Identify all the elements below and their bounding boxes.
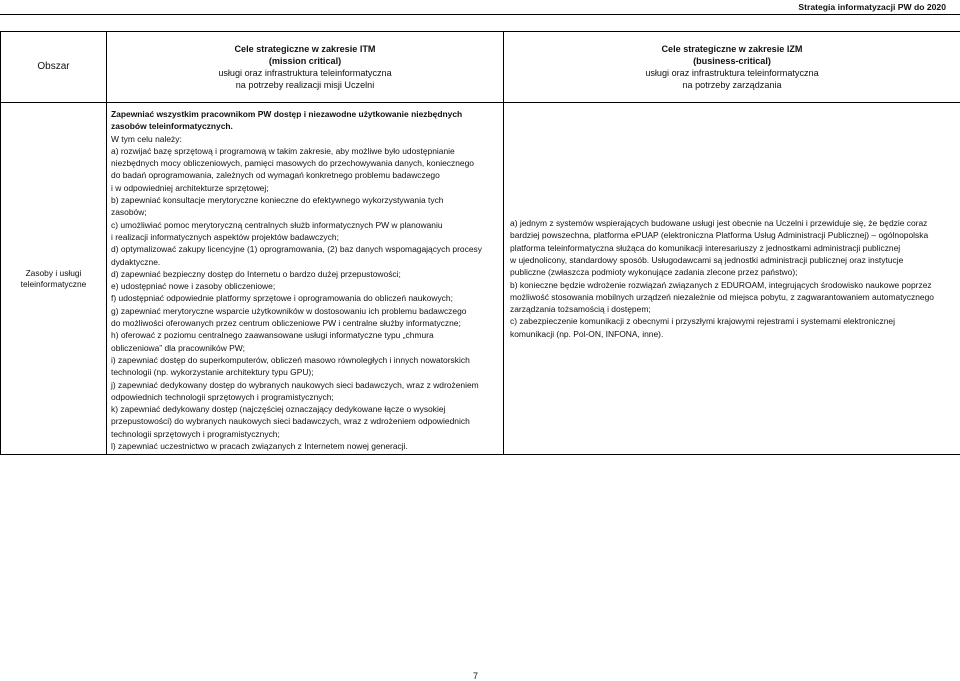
list-item: c) umożliwiać pomoc merytoryczną centralnych służb informatycznych PW w planowaniu: [111, 219, 443, 230]
list-item: bardziej powszechna, platforma ePUAP (elektroniczna Platforma Usług Administracji Publicznej) – ogólnopolska: [510, 230, 929, 241]
list-item: zarządzania tożsamością i dostępem;: [510, 304, 651, 315]
area-cell: [1, 103, 107, 455]
area-label-line-2: teleinformatyczne: [20, 278, 87, 289]
list-item: c) zabezpieczenie komunikacji z obecnymi i przyszłymi krajowymi rejestrami i systemami elektronicznej: [510, 316, 895, 327]
area-column-header: Obszar: [1, 32, 107, 103]
table-header-row: [1, 32, 960, 103]
list-item: j) zapewniać dedykowany dostęp do wybranych naukowych sieci badawczych, wraz z wdrożeniem: [111, 379, 479, 390]
list-item: do badań oprogramowania, zależnych od wymagań konkretnego problemu badawczego: [111, 170, 440, 181]
list-item: możliwość stosowania mobilnych urządzeń niezależnie od miejsca pobytu, z zagwarantowaniem automatycznego: [510, 291, 934, 302]
list-item: przepustowości) do wybranych naukowych sieci badawczych, wraz z wdrożeniem odpowiednich: [111, 416, 470, 427]
list-item: niezbędnych mocy obliczeniowych, pamięci masowych do przechowywania danych, koniecznego: [111, 158, 475, 169]
list-item: d) optymalizować zakupy licencyjne (1) oprogramowania, (2) baz danych wspomagających procesy: [111, 244, 482, 255]
mission-header-desc-2: na potrzeby realizacji misji Uczelni: [235, 80, 375, 90]
mission-item-list: [111, 145, 499, 452]
list-item: platforma teleinformatyczna służąca do komunikacji interesariuszy z jednostkami administracji publicznej: [510, 242, 901, 253]
list-item: dydaktyczne.: [111, 256, 161, 267]
list-item: k) zapewniać dedykowany dostęp (najczęściej oznaczający dedykowane łącze o wysokiej: [111, 404, 446, 415]
business-item-list: [510, 217, 954, 340]
mission-header-desc-1: usługi oraz infrastruktura teleinformatyczna: [218, 68, 392, 78]
mission-lead: W tym celu należy:: [111, 133, 182, 144]
list-item: f) udostępniać odpowiednie platformy sprzętowe i oprogramowania do obliczeń naukowych;: [111, 293, 453, 304]
list-item: i) zapewniać dostęp do superkomputerów, obliczeń masowo równoległych i innych nowatorskich: [111, 354, 470, 365]
business-column-header: [504, 32, 960, 103]
list-item: a) jednym z systemów wspierających budowane usługi jest obecnie na Uczelni i przewiduje się, że będzie coraz: [510, 218, 928, 229]
list-item: d) zapewniać bezpieczny dostęp do Internetu o bardzo dużej przepustowości;: [111, 268, 401, 279]
business-header-title: Cele strategiczne w zakresie IZM: [661, 44, 803, 54]
list-item: do możliwości oferowanych przez centrum obliczeniowe PW i centralne służby informatyczne;: [111, 318, 461, 329]
list-item: zasobów;: [111, 207, 147, 218]
list-item: publiczne (zwłaszcza podmioty wykonujące zadania zlecone przez państwo);: [510, 267, 798, 278]
area-label-line-1: Zasoby i usługi: [25, 267, 82, 278]
list-item: b) zapewniać konsultacje merytoryczne konieczne do efektywnego wykorzystywania tych: [111, 195, 444, 206]
list-item: a) rozwijać bazę sprzętową i programową w takim zakresie, aby możliwe było udostępnianie: [111, 145, 455, 156]
list-item: h) oferować z poziomu centralnego zaawansowane usługi informatyczne typu „chmura: [111, 330, 434, 341]
list-item: obliczeniowa” dla pracowników PW;: [111, 342, 245, 353]
table-row: [1, 103, 960, 455]
list-item: e) udostępniać nowe i zasoby obliczeniowe;: [111, 281, 276, 292]
business-goals-cell: [504, 103, 960, 455]
mission-column-header: [107, 32, 504, 103]
mission-header-title: Cele strategiczne w zakresie ITM: [234, 44, 376, 54]
page-number: 7: [473, 671, 479, 681]
business-header-desc-1: usługi oraz infrastruktura teleinformatyczna: [645, 68, 819, 78]
header-rule: [0, 14, 960, 15]
document-header-title: Strategia informatyzacji PW do 2020: [798, 2, 946, 12]
list-item: l) zapewniać uczestnictwo w pracach związanych z Internetem nowej generacji.: [111, 441, 408, 452]
business-header-desc-2: na potrzeby zarządzania: [682, 80, 782, 90]
list-item: b) konieczne będzie wdrożenie rozwiązań związanych z EDUROAM, integrujących środowisko naukowe poprzez: [510, 279, 932, 290]
list-item: i realizacji informatycznych aspektów projektów badawczych;: [111, 231, 339, 242]
strategy-table: [0, 31, 960, 455]
mission-intro: Zapewniać wszystkim pracownikom PW dostęp i niezawodne użytkowanie niezbędnych zasobów teleinformatycznych.: [111, 109, 463, 132]
list-item: technologii (np. wykorzystanie architektury typu GPU);: [111, 367, 314, 378]
mission-header-subtitle: (mission critical): [268, 56, 342, 66]
business-header-subtitle: (business-critical): [693, 56, 771, 66]
list-item: komunikacji (np. Pol-ON, INFONA, inne).: [510, 328, 664, 339]
mission-goals-cell: [107, 103, 504, 455]
list-item: w ujednolicony, standardowy sposób. Usługodawcami są jednostki administracji publicznej oraz instytucje: [510, 254, 904, 265]
list-item: technologii sprzętowych i programistycznych;: [111, 428, 280, 439]
list-item: odpowiednich technologii sprzętowych i programistycznych;: [111, 391, 334, 402]
list-item: g) zapewniać merytoryczne wsparcie użytkowników w dostosowaniu ich problemu badawczego: [111, 305, 467, 316]
list-item: i w odpowiedniej architekturze sprzętowej;: [111, 182, 269, 193]
